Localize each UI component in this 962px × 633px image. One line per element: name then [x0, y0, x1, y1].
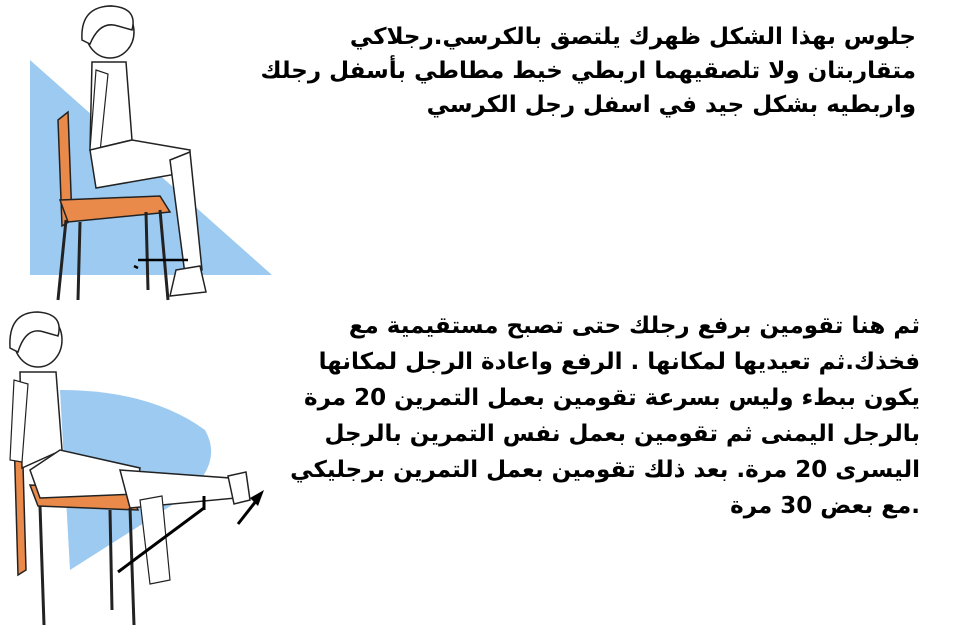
step1-line-1: جلوس بهذا الشكل ظهرك يلتصق بالكرسي.رجلاكي: [349, 24, 916, 50]
step2-line-1: ثم هنا تقومين برفع رجلك حتى تصبح مستقيمية مع: [348, 313, 920, 339]
seated-woman-illustration: [20, 0, 275, 310]
step1-line-2: متقاربتان ولا تلصقيهما اربطي خيط مطاطي بأسفل رجلك: [260, 58, 916, 84]
step1-line-3: واربطيه بشكل جيد في اسفل رجل الكرسي: [426, 92, 916, 118]
leg-raise-illustration: [0, 300, 275, 629]
step2-line-4: بالرجل اليمنى ثم تقومين بعمل نفس التمرين بالرجل: [324, 421, 920, 447]
step2-line-3: يكون ببطء وليس بسرعة تقومين بعمل التمرين 20 مرة: [304, 385, 920, 411]
step2-line-6: .مع بعض 30 مرة: [730, 493, 920, 519]
step2-line-5: اليسرى 20 مرة. بعد ذلك تقومين بعمل التمرين برجليكي: [290, 457, 920, 483]
step2-line-2: فخذك.ثم تعيديها لمكانها . الرفع واعادة الرجل لمكانها: [318, 349, 920, 375]
step1-instructions: [260, 20, 916, 122]
step2-instructions: [268, 308, 920, 524]
